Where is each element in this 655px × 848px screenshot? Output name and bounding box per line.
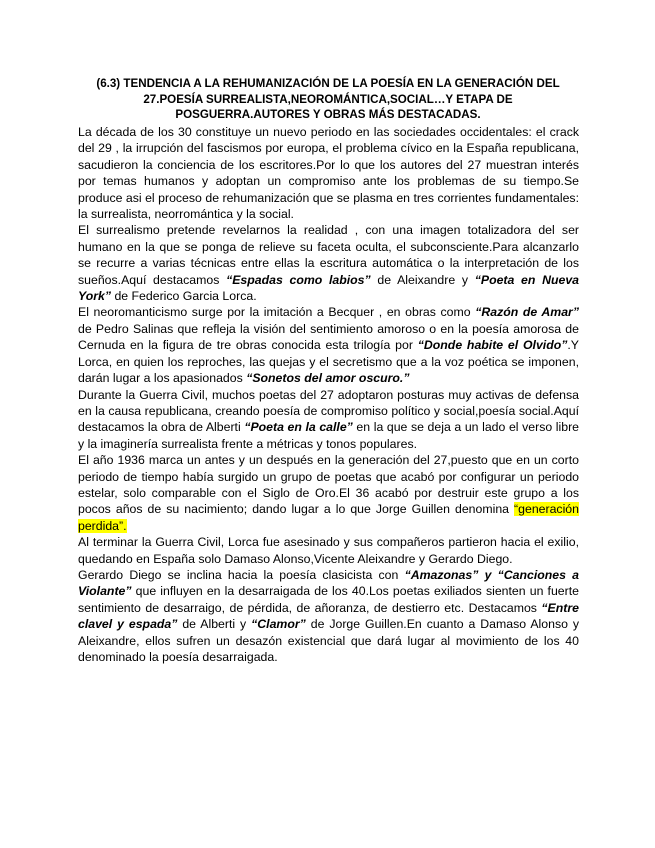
paragraph-postwar xyxy=(78,567,579,665)
text-run: de Federico Garcia Lorca. xyxy=(111,289,257,304)
work-title: “Donde habite el Olvido” xyxy=(417,338,568,353)
work-title: “Amazonas” y “Canciones a Violante” xyxy=(78,567,579,599)
work-title: “Clamor” xyxy=(251,617,306,632)
text-run: Durante la Guerra Civil, muchos poetas del 27 adoptaron posturas muy activas de defensa en la causa republicana, creando poesía de compromiso político y social,poesía social.Aquí destacamos la obra de Alberti xyxy=(78,387,579,435)
text-run: en la que se deja a un lado el verso libre y la imaginería surrealista frente a métricas y tonos populares. xyxy=(78,420,580,451)
text-run: El neoromanticismo surge por la imitación a Becquer , en obras como xyxy=(78,305,476,320)
work-title: “Sonetos del amor oscuro.” xyxy=(246,371,410,386)
work-title: “Razón de Amar” xyxy=(475,305,579,320)
paragraph-neoromanticism xyxy=(78,304,579,386)
text-run: de Pedro Salinas que refleja la visión del sentimiento amoroso o en la poesía amorosa de Cernuda en la figura de tre obras conocida esta trilogía por xyxy=(78,321,579,353)
paragraph-1936 xyxy=(78,452,579,534)
paragraph-exile: Al terminar la Guerra Civil, Lorca fue asesinado y sus compañeros partieron hacia el exilio, quedando en España solo Damaso Alonso,Vicente Aleixandre y Gerardo Diego. xyxy=(78,535,579,566)
work-title: “Poeta en la calle” xyxy=(244,420,353,435)
text-run: de Jorge Guillen.En cuanto a Damaso Alonso y Aleixandre, ellos sufren un desazón existencial que dará lugar al movimiento de los 40 denominado la poesía desarraigada. xyxy=(78,617,580,664)
paragraph-intro: La década de los 30 constituye un nuevo periodo en las sociedades occidentales: el crack del 29 , la irrupción del fascismos por europa, el problema cívico en la España republicana, sacudieron la conciencia de los escritores.Por lo que los autores del 27 muestran interés por temas humanos y adoptan un compromiso ante los problemas de su tiempo.Se produce asi el proceso de rehumanización que se plasma en tres corrientes fundamentales: la surrealista, neorromántica y la social. xyxy=(78,125,579,222)
text-run: que influyen en la desarraigada de los 40.Los poetas exiliados sienten un fuerte sentimiento de desarraigo, de pérdida, de añoranza, de destierro etc. Destacamos xyxy=(78,584,579,615)
text-run: El año 1936 marca un antes y un después en la generación del 27,puesto que en un corto periodo de tiempo había surgido un grupo de poetas que acabó por configurar un periodo estelar, solo comparable con el Siglo de Oro.El 36 acabó por destruir este grupo a los pocos años de su nacimiento; dando lugar a lo que Jorge Guillen denomina xyxy=(78,453,579,517)
text-run: Gerardo Diego se inclina hacia la poesía clasicista con xyxy=(78,567,405,582)
highlighted-text: “generación perdida”. xyxy=(78,502,579,533)
document-body xyxy=(78,124,579,665)
text-run: El surrealismo pretende revelarnos la realidad , con una imagen totalizadora del ser humano en la que se ponga de relieve su faceta oculta, el subconsciente.Para alcanzarlo se recurre a varias técnicas entre ellas la escritura automática o la interpretación de los sueños.Aquí destacamos xyxy=(78,223,579,287)
document-title: (6.3) TENDENCIA A LA REHUMANIZACIÓN DE LA POESÍA EN LA GENERACIÓN DEL 27.POESÍA SURREALISTA,NEOROMÁNTICA,SOCIAL…Y ETAPA DE POSGUERRA.AUTORES Y OBRAS MÁS DESTACADAS. xyxy=(96,77,560,121)
work-title: “Espadas como labios” xyxy=(226,272,371,287)
text-run: de Alberti y xyxy=(177,617,252,632)
paragraph-civil-war xyxy=(78,387,579,453)
paragraph-surrealism xyxy=(78,222,579,304)
work-title: “Poeta en Nueva York” xyxy=(78,272,580,304)
work-title: “Entre clavel y espada” xyxy=(78,600,579,632)
text-run: de Aleixandre y xyxy=(370,272,475,287)
text-run: .Y Lorca, en quien los reproches, las quejas y el secretismo que a la voz poética se imponen, darán lugar a los apasionados xyxy=(78,338,580,386)
